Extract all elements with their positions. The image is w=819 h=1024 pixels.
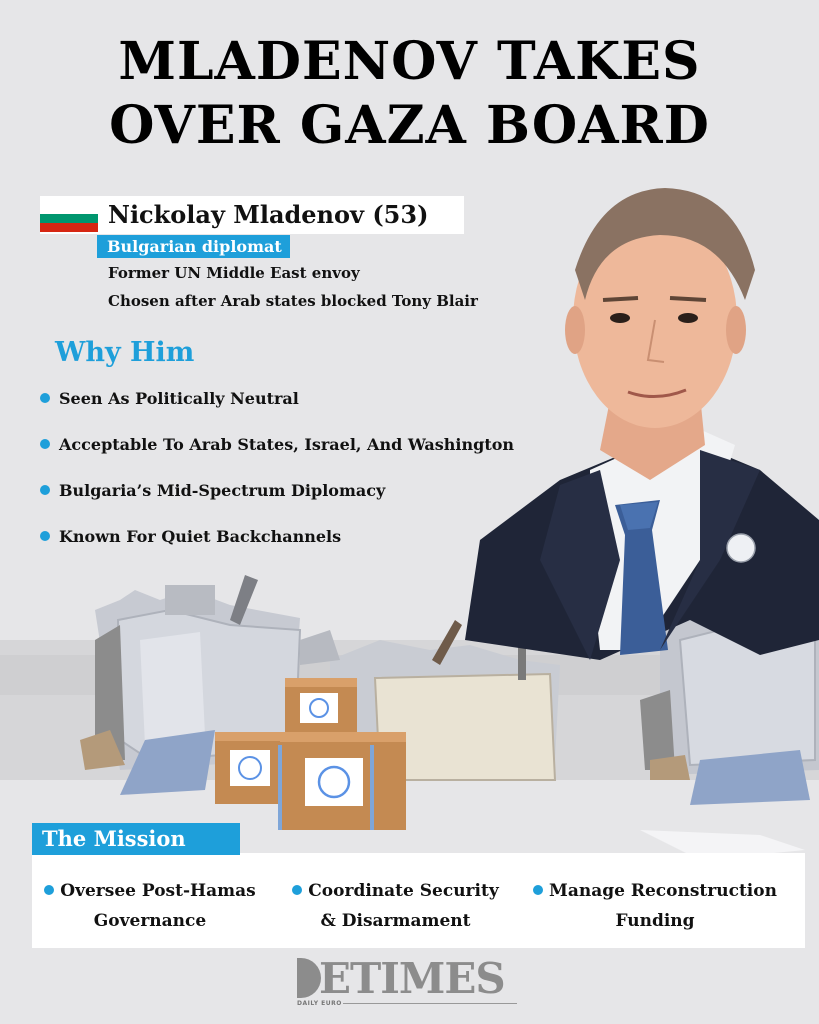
headline-line-2: OVER GAZA BOARD [109, 95, 710, 156]
headline [0, 30, 819, 158]
un-pin [727, 534, 755, 562]
mission-item-text: Manage Reconstruction [549, 881, 777, 901]
bullet-dot-icon [40, 439, 50, 449]
logo-d-mark-icon [297, 958, 321, 998]
aid-box-top [285, 678, 357, 736]
why-him-point-text: Acceptable To Arab States, Israel, And Washington [59, 435, 515, 454]
why-him-heading: Why Him [55, 337, 195, 368]
mission-item-line-1 [524, 876, 786, 906]
mission-item [524, 876, 786, 936]
profile-detail: Chosen after Arab states blocked Tony Blair [108, 292, 478, 310]
portrait [465, 188, 819, 660]
mission-item-text: Oversee Post-Hamas [60, 881, 256, 901]
mission-heading: The Mission [32, 823, 240, 855]
profile-detail: Former UN Middle East envoy [108, 264, 360, 282]
why-him-point-text: Bulgaria’s Mid-Spectrum Diplomacy [59, 481, 386, 500]
why-him-point [40, 435, 514, 454]
logo-underline [343, 1003, 517, 1004]
mission-item-line-2: & Disarmament [320, 911, 471, 931]
bullet-dot-icon [40, 531, 50, 541]
why-him-point [40, 527, 341, 546]
mission-item-line-1 [34, 876, 266, 906]
flag-stripe-red [40, 223, 98, 232]
headline-line-1: MLADENOV TAKES [118, 31, 701, 92]
why-him-point-text: Seen As Politically Neutral [59, 389, 299, 408]
bullet-dot-icon [40, 393, 50, 403]
flag-stripe-green [40, 214, 98, 223]
aid-box-front [278, 732, 406, 830]
bulgaria-flag-icon [40, 205, 98, 232]
logo-text: ETIMES [319, 954, 505, 1003]
why-him-point-text: Known For Quiet Backchannels [59, 527, 342, 546]
mission-item [283, 876, 508, 936]
bullet-dot-icon [533, 885, 543, 895]
why-him-point [40, 481, 385, 500]
bullet-dot-icon [44, 885, 54, 895]
detimes-logo [297, 954, 522, 1007]
bullet-dot-icon [292, 885, 302, 895]
why-him-point [40, 389, 299, 408]
aid-box-left [215, 732, 283, 804]
mission-item [34, 876, 266, 936]
mission-item-text: Coordinate Security [308, 881, 499, 901]
logo-subtitle: DAILY EURO [297, 1000, 342, 1007]
mission-item-line-1 [283, 876, 508, 906]
profile-name: Nickolay Mladenov (53) [108, 200, 429, 229]
mission-item-line-2: Governance [93, 911, 207, 931]
profile-role-badge: Bulgarian diplomat [97, 235, 290, 258]
bullet-dot-icon [40, 485, 50, 495]
mission-item-line-2: Funding [615, 911, 695, 931]
flag-stripe-white [40, 205, 98, 214]
